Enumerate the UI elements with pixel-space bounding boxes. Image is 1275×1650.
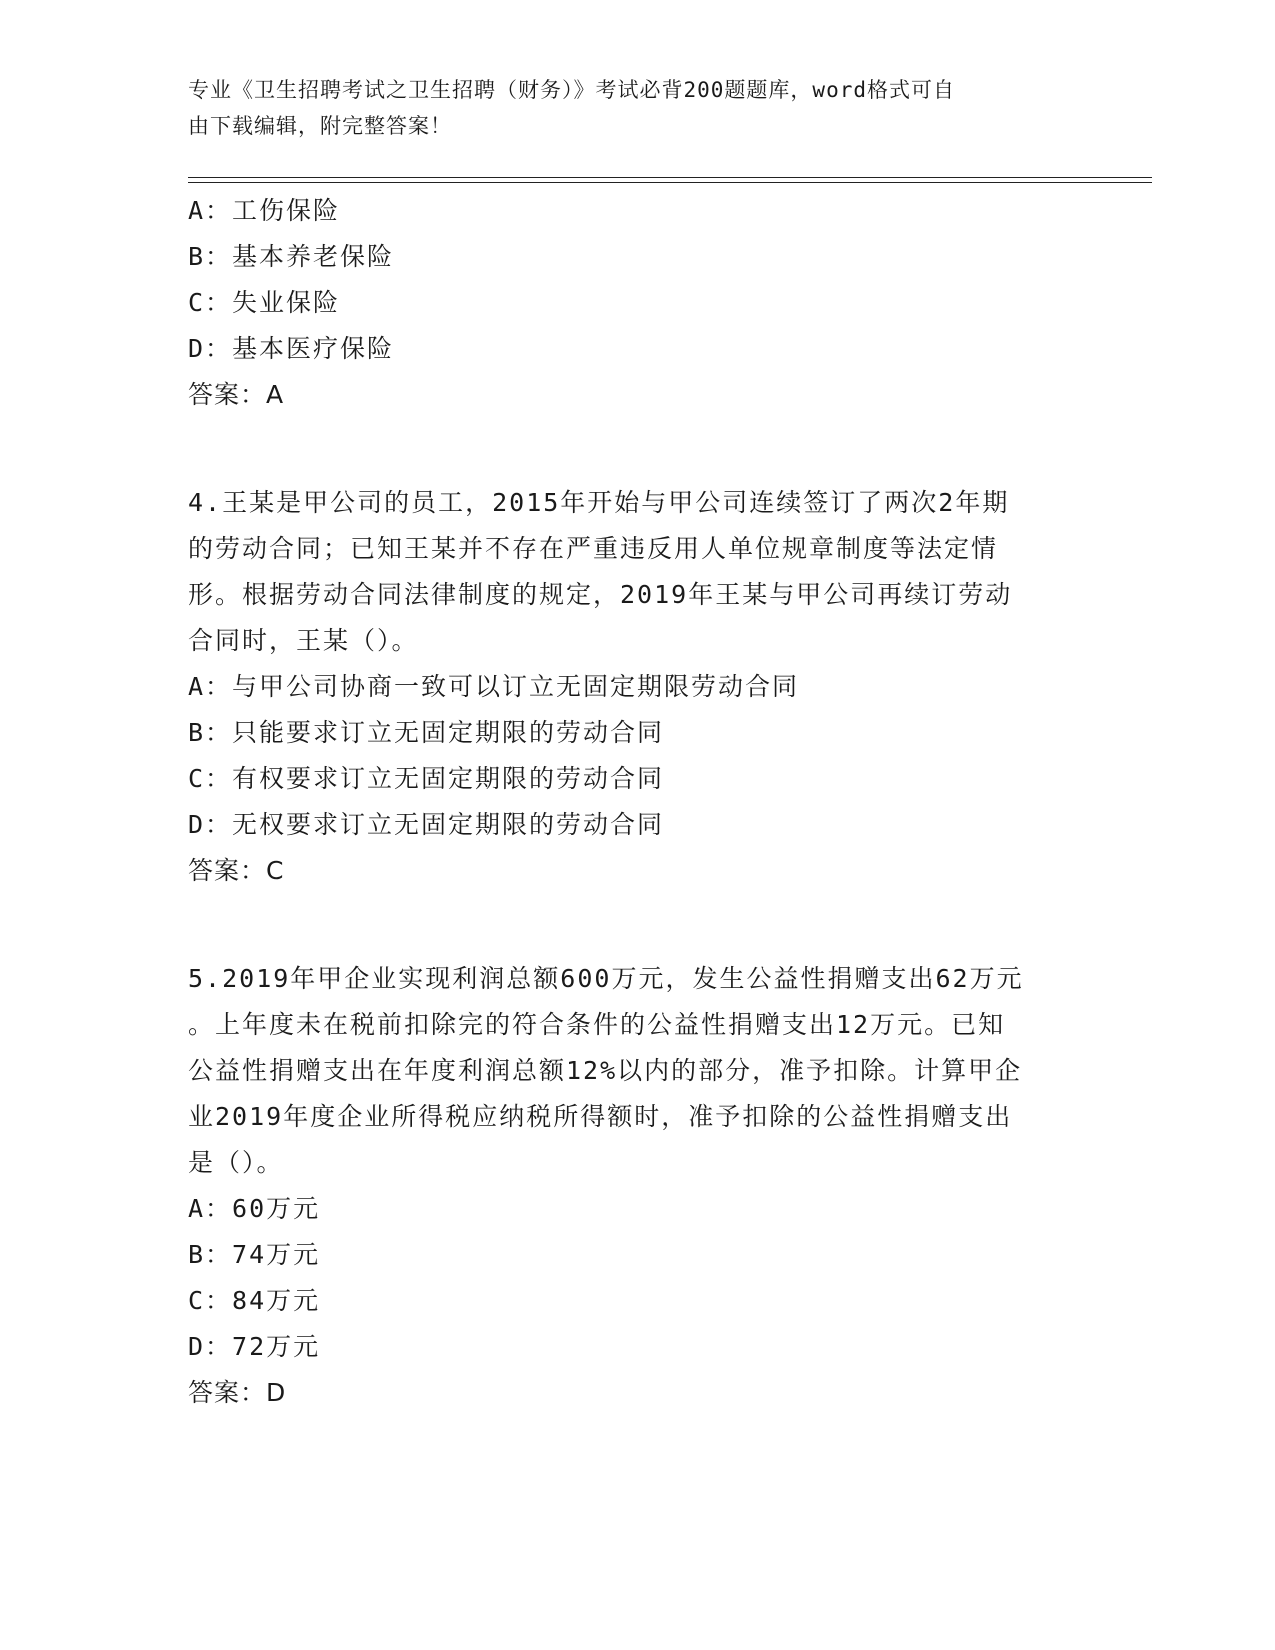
q5-option-b: B：74万元: [188, 1240, 321, 1269]
q5-stem-line-3: 公益性捐赠支出在年度利润总额12%以内的部分，准予扣除。计算甲企: [188, 1056, 1023, 1085]
section-gap: [188, 418, 1088, 480]
q3-option-c: C：失业保险: [188, 288, 341, 317]
q4-answer: 答案：C: [188, 856, 285, 885]
header-line-2: 由下载编辑，附完整答案！: [188, 114, 452, 138]
question-4: [188, 480, 1088, 894]
q5-option-d: D：72万元: [188, 1332, 321, 1361]
q3-option-a: A：工伤保险: [188, 196, 341, 225]
question-3: [188, 188, 1088, 418]
q3-answer: 答案：A: [188, 380, 285, 409]
q4-option-c: C：有权要求订立无固定期限的劳动合同: [188, 764, 665, 793]
q4-option-d: D：无权要求订立无固定期限的劳动合同: [188, 810, 665, 839]
header-line-1: 专业《卫生招聘考试之卫生招聘（财务）》考试必背200题题库，word格式可自: [188, 78, 955, 102]
header-divider-bottom: [188, 182, 1152, 183]
q4-stem-line-1: 4.王某是甲公司的员工，2015年开始与甲公司连续签订了两次2年期: [188, 488, 1010, 517]
q5-stem-line-2: 。上年度未在税前扣除完的符合条件的公益性捐赠支出12万元。已知: [188, 1010, 1006, 1039]
q4-option-a: A：与甲公司协商一致可以订立无固定期限劳动合同: [188, 672, 800, 701]
q5-stem-line-5: 是（）。: [188, 1148, 284, 1177]
q4-option-b: B：只能要求订立无固定期限的劳动合同: [188, 718, 665, 747]
q4-stem-line-3: 形。根据劳动合同法律制度的规定，2019年王某与甲公司再续订劳动: [188, 580, 1013, 609]
q5-answer: 答案：D: [188, 1378, 287, 1407]
section-gap: [188, 894, 1088, 956]
q3-option-b: B：基本养老保险: [188, 242, 395, 271]
q5-option-a: A：60万元: [188, 1194, 321, 1223]
document-header: [188, 72, 1068, 144]
question-5: [188, 956, 1088, 1416]
q3-option-d: D：基本医疗保险: [188, 334, 395, 363]
question-content: [188, 188, 1088, 1416]
q5-stem-line-4: 业2019年度企业所得税应纳税所得额时，准予扣除的公益性捐赠支出: [188, 1102, 1013, 1131]
q4-stem-line-2: 的劳动合同；已知王某并不存在严重违反用人单位规章制度等法定情: [188, 534, 999, 563]
q4-stem-line-4: 合同时，王某（）。: [188, 626, 419, 655]
q5-option-c: C：84万元: [188, 1286, 321, 1315]
header-divider-top: [188, 177, 1152, 178]
q5-stem-line-1: 5.2019年甲企业实现利润总额600万元，发生公益性捐赠支出62万元: [188, 964, 1024, 993]
